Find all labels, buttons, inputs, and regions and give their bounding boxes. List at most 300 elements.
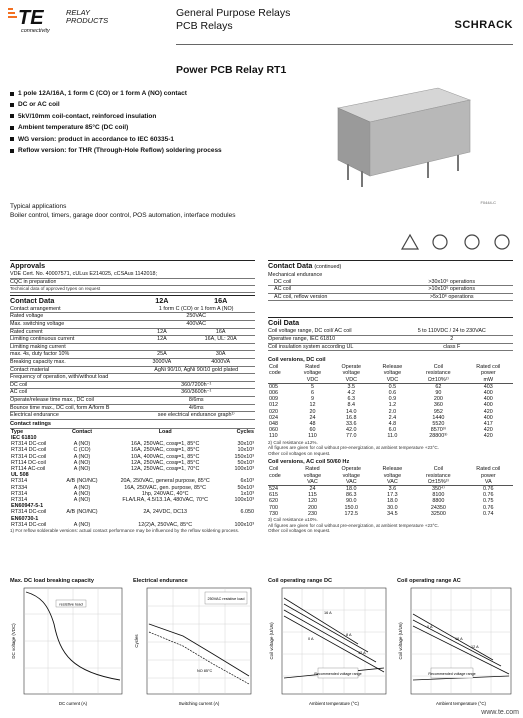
row-label: Coil voltage range, DC coil/ AC coil — [268, 328, 352, 335]
row-value: 250VAC — [186, 313, 207, 320]
coil-cell: 0.76 — [483, 485, 494, 492]
svg-text:Coil voltage (U/Un): Coil voltage (U/Un) — [398, 622, 403, 660]
row-label: Operate/release time max., DC coil — [10, 396, 94, 403]
svg-text:Coil voltage (U/Un): Coil voltage (U/Un) — [269, 622, 274, 660]
coil-note: 3) Coil resistance ±10%. — [268, 517, 318, 522]
feature-item: 1 pole 12A/16A, 1 form C (CO) or 1 form A (NO) contact — [10, 88, 310, 99]
coil-cell: 86.3 — [346, 492, 357, 499]
row-label: Contact material — [10, 366, 50, 373]
coil-row — [268, 485, 513, 492]
chart-coil-range-dc-plot — [268, 584, 390, 710]
row-value: class F — [443, 343, 461, 350]
coil-head-cell: Rated coil — [476, 466, 501, 473]
row-label: Limiting continuous current — [10, 336, 75, 343]
coil-cell: 90.0 — [346, 498, 357, 505]
svg-text:TE: TE — [18, 7, 44, 29]
ratings-row-cell: 50x10³ — [237, 459, 254, 466]
contact-data-row — [10, 351, 255, 359]
coil-head-cell: resistance — [426, 472, 451, 479]
ratings-row-cell: RT314 — [11, 490, 28, 497]
row-value: 2 — [450, 335, 454, 342]
coil-head-cell: Release — [382, 364, 403, 371]
coil-head-cell: voltage — [383, 472, 402, 479]
coil-head-cell: Coil — [433, 466, 443, 473]
row-label: Operative range, IEC 61810 — [268, 335, 336, 342]
ratings-row-cell: A (NO) — [73, 441, 91, 448]
te-logo-icon — [8, 4, 118, 34]
svg-text:F0444-C: F0444-C — [480, 200, 496, 205]
coil-cell: 417 — [483, 420, 493, 427]
ratings-row-cell: 6x10³ — [240, 478, 254, 485]
ratings-row-cell: RT314 DC-coil — [11, 509, 47, 516]
svg-text:12 A: 12 A — [471, 645, 479, 649]
te-logo — [8, 4, 118, 34]
row-label: AC coil, reflow version — [274, 293, 328, 300]
ratings-row-cell: 100x10³ — [234, 521, 254, 528]
coil-cell: 62 — [435, 383, 442, 390]
row-label: Rated voltage — [10, 313, 44, 320]
row-value: 360/3600h⁻¹ — [181, 389, 212, 396]
chart-dc-breaking — [10, 578, 125, 712]
chart-title: Electrical endurance — [133, 578, 188, 584]
coil-cell: 006 — [269, 389, 278, 396]
row-label: Rated current — [10, 328, 43, 335]
chart-dc-breaking-plot — [10, 584, 125, 710]
coil-cell: 400 — [483, 414, 493, 421]
row-label: Electrical endurance — [10, 412, 59, 419]
approvals-line: VDE Cert. No. 40007571, cULus E214025, cCSAus 1142018; — [10, 271, 255, 279]
ratings-row-cell: 100x10³ — [234, 465, 254, 472]
svg-text:8 A: 8 A — [346, 633, 352, 637]
coil-cell: 200 — [433, 396, 443, 403]
coil-head-cell: voltage — [342, 472, 360, 479]
ratings-row-cell: 30x10³ — [237, 441, 254, 448]
contact-data-row — [10, 336, 255, 344]
coil-head-cell: VAC — [372, 479, 413, 486]
coil-cell: 024 — [269, 414, 278, 421]
row-label: Bounce time max., DC coil, form A/form B — [10, 404, 110, 411]
feature-item: DC or AC coil — [10, 99, 310, 110]
left-column — [10, 258, 255, 534]
contact-data-row — [10, 374, 255, 382]
coil-cell: 1.2 — [388, 402, 397, 409]
feature-item: Reflow version: for THR (Through-Hole Reflow) soldering process — [10, 145, 310, 156]
ratings-row-cell: 20A, 250VAC, general purpose, 85°C — [120, 478, 210, 485]
coil-cell: 0.5 — [388, 383, 397, 390]
row-label: max. 4s, duty factor 10% — [10, 351, 70, 358]
doc-title — [176, 7, 290, 33]
row-label: AC coil — [10, 389, 28, 396]
row-label: Coil insulation system according UL — [268, 343, 354, 350]
svg-text:Recommended voltage range: Recommended voltage range — [428, 672, 476, 676]
coil-cell: 6 — [310, 389, 314, 396]
chart-title: Max. DC load breaking capacity — [10, 578, 94, 584]
coil-note: Other coil voltages on request. — [268, 528, 331, 534]
row-value-12a — [137, 374, 186, 381]
row-label: Max. switching voltage — [10, 320, 65, 327]
coil-cell: 8100 — [432, 492, 445, 499]
svg-text:0 A: 0 A — [427, 625, 433, 629]
coil-cell: 1440 — [432, 414, 445, 421]
coil-head-cell: VAC — [331, 479, 372, 486]
coil-cell: 4.8 — [388, 420, 397, 427]
row-label: Breaking capacity max. — [10, 358, 66, 365]
coil-head-cell: VDC — [294, 377, 331, 384]
applications-text: Boiler control, timers, garage door control, POS automation, interface modules — [10, 212, 236, 219]
coil-cell: 9 — [310, 396, 314, 403]
row-value-16a: 30A — [215, 351, 226, 358]
coil-cell: 420 — [483, 433, 493, 440]
contact-data-row — [10, 382, 255, 390]
contact-data-row — [10, 405, 255, 413]
coil-dc-table — [268, 364, 513, 439]
row-value-16a: 16A — [215, 328, 226, 335]
contact-data-row — [10, 306, 255, 314]
coil-cell: 3.5 — [347, 383, 356, 390]
mech-endurance-row — [268, 286, 513, 294]
coil-cell: 230 — [307, 510, 317, 517]
coil-ac-heading: Coil versions, AC coil 50/60 Hz — [268, 459, 350, 466]
coil-cell: 4.2 — [347, 389, 356, 396]
coil-cell: 115 — [308, 492, 317, 499]
ratings-row-cell: A (NO) — [73, 465, 91, 472]
ratings-row-cell: 50x10³ — [237, 484, 254, 491]
row-value-16a — [186, 344, 255, 351]
ratings-row-cell: FLA/LRA, 4.5/13.1A, 480VAC, 70°C — [122, 496, 209, 503]
coil-cell: 420 — [483, 427, 493, 434]
row-value: AgNi 90/10, AgNi 90/10 gold plated — [154, 366, 239, 373]
ratings-row-cell: 16A, 250VAC, cosφ=1, 85°C — [131, 441, 200, 448]
row-value: 400VAC — [186, 320, 207, 327]
ratings-row-cell: 12A, 250VAC, cosφ=1, 70°C — [131, 465, 200, 472]
coil-cell: 350⁴⁾ — [432, 485, 445, 492]
ratings-row-cell: A (NO) — [73, 453, 91, 460]
coil-cell: 620 — [269, 498, 278, 505]
product-title: Power PCB Relay RT1 — [176, 64, 287, 76]
coil-cell: 20 — [309, 408, 316, 415]
ratings-group-heading-cell: IEC 61810 — [11, 434, 37, 441]
ratings-row-cell: 16A, 250VAC, cosφ=1, 85°C — [131, 447, 200, 454]
relay-photo — [318, 80, 513, 208]
svg-text:connectivity: connectivity — [21, 28, 50, 34]
coil-dc-heading: Coil versions, DC coil — [268, 357, 326, 364]
coil-cell: 24 — [309, 414, 316, 421]
coil-data-heading: Coil Data — [268, 317, 513, 328]
coil-cell: 8800 — [432, 498, 445, 505]
contact-ratings-table — [10, 429, 255, 528]
coil-cell: 6.0 — [388, 427, 397, 434]
coil-head-cell: Operate — [341, 466, 362, 473]
coil-cell: 200 — [307, 504, 317, 511]
row-value: 360/7200h⁻¹ — [181, 381, 212, 388]
coil-cell: 42.0 — [346, 427, 357, 434]
coil-cell: 0.9 — [388, 396, 397, 403]
coil-cell: 34.5 — [387, 510, 398, 517]
coil-cell: 400 — [483, 389, 493, 396]
coil-head-row — [268, 377, 513, 384]
coil-cell: 5520 — [432, 420, 445, 427]
ratings-row-cell: A (NO) — [73, 521, 91, 528]
coil-ac-notes — [268, 517, 513, 534]
coil-head-cell: VDC — [331, 377, 372, 384]
row-label: Limiting making current — [10, 343, 66, 350]
coil-head-row — [268, 466, 513, 472]
contact-data-row — [10, 344, 255, 352]
ratings-row-cell: 2A, 24VDC, DC13 — [143, 509, 188, 516]
coil-note: All figures are given for coil without pre-energization, at ambient temperature +23°C. — [268, 445, 440, 451]
coil-head-cell: VDC — [372, 377, 413, 384]
coil-head-cell: voltage — [342, 370, 360, 377]
ratings-row-cell: 16A, 250VAC, gen. purpose, 85°C — [124, 484, 207, 491]
chart-title: Coil operating range AC — [397, 578, 461, 584]
coil-cell: 2.4 — [388, 414, 397, 421]
row-value-16a — [186, 374, 255, 381]
svg-text:Ambient temperature (°C): Ambient temperature (°C) — [308, 701, 360, 706]
svg-text:250VAC resistive load: 250VAC resistive load — [207, 597, 245, 601]
ratings-head-row-cell: Type — [11, 428, 24, 435]
chart-coil-range-dc — [268, 578, 390, 712]
row-value-16a: 4000VA — [211, 358, 231, 365]
row-label: AC coil — [274, 286, 292, 293]
ratings-row-cell: RT314 — [11, 496, 28, 503]
doc-title-line1: General Purpose Relays — [176, 7, 291, 19]
ratings-row-cell: A/B (NO/NC) — [66, 478, 98, 485]
row-value: >30x10⁶ operations — [428, 278, 476, 285]
contact-data-heading: Contact Data 12A 16A — [10, 295, 255, 306]
coil-cell: 18.0 — [387, 498, 398, 505]
coil-cell: 952 — [433, 408, 443, 415]
coil-head-cell: Release — [382, 466, 403, 473]
coil-note: Other coil voltages on request. — [268, 450, 331, 456]
coil-head-row — [268, 479, 513, 486]
ratings-row-cell: C (CO) — [73, 447, 91, 454]
coil-head-cell — [268, 377, 294, 384]
svg-text:Recommended voltage range: Recommended voltage range — [314, 672, 362, 676]
ratings-row-cell: RT334 — [11, 484, 28, 491]
approvals-line: CQC in preparation — [10, 279, 255, 287]
coil-cell: 5 — [310, 383, 314, 390]
ratings-footnote: 1) For reflow solderable versions: actual contact performance may be influenced by the reflow soldering process. — [10, 527, 240, 533]
coil-cell: 005 — [269, 383, 278, 390]
chart-coil-range-ac-plot — [397, 584, 515, 710]
chart-electrical-endurance — [133, 578, 255, 712]
cert-logos — [398, 232, 514, 252]
coil-head-cell: code — [269, 472, 281, 479]
contact-data-row — [10, 329, 255, 337]
ratings-row-cell: 10x10³ — [237, 447, 254, 454]
contact-data-rows — [10, 306, 255, 420]
coil-cell: 110 — [269, 433, 278, 440]
coil-cell: 3.6 — [388, 485, 397, 492]
coil-head-cell: Rated — [305, 364, 320, 371]
coil-cell: 33.6 — [346, 420, 357, 427]
row-value-12a: 25A — [157, 351, 167, 358]
ratings-row-cell: 12(2)A, 250VAC, 85°C — [138, 521, 193, 528]
ratings-row-cell: 150x10³ — [234, 453, 254, 460]
ratings-group-heading-cell: EN60947-5-1 — [11, 503, 44, 510]
coil-cell: 48 — [309, 420, 316, 427]
svg-text:NO 85°C: NO 85°C — [197, 669, 213, 673]
coil-head-cell: Rated — [305, 466, 320, 473]
coil-cell: 30.0 — [387, 504, 398, 511]
svg-text:16 A: 16 A — [455, 637, 463, 641]
ratings-row-cell: RT114 DC-coil — [11, 459, 46, 466]
coil-cell: 150.0 — [344, 504, 359, 511]
coil-note: 2) Coil resistance ±12%. — [268, 439, 318, 445]
coil-cell: 009 — [269, 396, 278, 403]
coil-head-cell: resistance — [426, 370, 451, 377]
contact-data-row — [10, 321, 255, 329]
coil-cell: 18.0 — [346, 485, 357, 492]
row-value-12a: 3000VA — [152, 358, 172, 365]
coil-cell: 730 — [269, 510, 278, 517]
coil-cell: 0.74 — [483, 510, 494, 517]
row-value: 1 form C (CO) or 1 form A (NO) — [158, 305, 234, 312]
contact-data-row — [10, 389, 255, 397]
approvals-note: Technical data of approved types on request — [10, 286, 255, 293]
coil-cell: 32500 — [430, 510, 446, 517]
row-label: DC coil — [10, 381, 28, 388]
ratings-head-row-cell: Contact — [71, 428, 93, 435]
contact-data-cont-heading: Contact Data (continued) — [268, 260, 513, 272]
coil-cell: 0.6 — [388, 389, 397, 396]
ratings-row-cell: RT314 DC-coil — [11, 447, 47, 454]
coil-cell: 90 — [435, 389, 442, 396]
coil-cell: 020 — [269, 408, 278, 415]
ratings-row-cell: A (NO) — [73, 496, 91, 503]
ratings-row-cell: A (NO) — [73, 490, 91, 497]
coil-head-cell — [268, 479, 294, 486]
coil-head-cell: Rated coil — [476, 364, 501, 371]
coil-cell: 615 — [269, 492, 278, 499]
coil-cell: 048 — [269, 420, 278, 427]
row-value-12a: 12A — [157, 328, 167, 335]
coil-cell: 172.5 — [344, 510, 359, 517]
ratings-row-cell: RT314 DC-coil — [11, 453, 47, 460]
ratings-row-cell: A (NO) — [73, 459, 91, 466]
coil-data-rows — [268, 328, 513, 351]
row-value-16a: 16A, UL: 20A — [204, 336, 237, 343]
coil-head-cell: Operate — [341, 364, 362, 371]
feature-item: 5kV/10mm coil-contact, reinforced insulation — [10, 111, 310, 122]
coil-ac-table — [268, 466, 513, 517]
header-rule — [176, 44, 513, 45]
coil-cell: 420 — [483, 408, 493, 415]
chart-electrical-endurance-plot — [133, 584, 255, 710]
coil-cell: 24 — [309, 485, 316, 492]
svg-text:0 A: 0 A — [308, 637, 314, 641]
coil-head-cell: Ω±15%³⁾ — [413, 479, 464, 486]
ratings-head-row-cell: Cycles — [236, 428, 254, 435]
ratings-group-heading-cell: EN60730-1 — [11, 515, 39, 522]
coil-cell: 60 — [309, 427, 316, 434]
brand-name: SCHRACK — [454, 19, 513, 31]
svg-text:Cycles: Cycles — [134, 634, 139, 648]
doc-title-line2: PCB Relays — [176, 20, 233, 32]
coil-cell: 8.4 — [347, 402, 356, 409]
coil-cell: 360 — [433, 402, 443, 409]
row-label: Frequency of operation, with/without load — [10, 374, 109, 381]
coil-cell: 120 — [307, 498, 317, 505]
ratings-row-cell: RT314 DC-coil — [11, 441, 47, 448]
feature-item: Ambient temperature 85°C (DC coil) — [10, 122, 310, 133]
coil-cell: 16.8 — [346, 414, 357, 421]
row-value: 5 to 110VDC / 24 to 230VAC — [417, 328, 486, 335]
row-label: Contact arrangement — [10, 305, 61, 312]
coil-cell: 0.76 — [483, 492, 494, 499]
svg-text:DC voltage (VDC): DC voltage (VDC) — [11, 623, 16, 659]
row-label: DC coil — [274, 278, 292, 285]
coil-data-row — [268, 344, 513, 352]
contact-data-row — [10, 412, 255, 420]
row-value-12a: 12A — [157, 336, 167, 343]
coil-dc-notes — [268, 440, 513, 457]
coil-row — [268, 383, 513, 390]
chart-coil-range-ac — [397, 578, 515, 712]
row-value: 8/6ms — [188, 396, 204, 403]
coil-cell: 524 — [269, 485, 278, 492]
svg-text:16 A: 16 A — [324, 611, 332, 615]
approval-marks-icon — [398, 232, 514, 252]
coil-head-cell: power — [480, 472, 496, 479]
coil-head-cell: Coil — [269, 466, 279, 473]
ratings-row-cell: RT114 AC-coil — [11, 465, 46, 472]
coil-cell: 28800³⁾ — [429, 433, 448, 440]
coil-head-cell: VA — [464, 479, 513, 486]
coil-data-row — [268, 336, 513, 344]
coil-head-cell: mW — [464, 377, 513, 384]
svg-text:RELAY: RELAY — [66, 8, 91, 17]
ratings-row-cell: 100x10³ — [234, 496, 254, 503]
coil-head-cell: voltage — [303, 370, 322, 377]
mech-endurance-row — [268, 294, 513, 302]
coil-cell: 11.0 — [387, 433, 398, 440]
relay-image — [318, 80, 513, 208]
coil-cell: 110 — [308, 433, 317, 440]
row-value: >5x10⁶ operations — [429, 293, 474, 300]
ratings-row-cell: RT314 DC-coil — [11, 521, 47, 528]
approvals-heading: Approvals — [10, 260, 255, 271]
coil-head-cell: VAC — [294, 479, 331, 486]
feature-list — [10, 88, 310, 156]
chart-title: Coil operating range DC — [268, 578, 333, 584]
ratings-row-cell: 6.050 — [240, 509, 254, 516]
ratings-row-cell: 12A, 250VAC, cosφ=1, 85°C — [131, 459, 200, 466]
contact-data-row — [10, 313, 255, 321]
coil-head-cell: voltage — [383, 370, 402, 377]
coil-cell: 2.0 — [388, 408, 397, 415]
row-value: 4/6ms — [188, 404, 204, 411]
coil-cell: 012 — [269, 402, 278, 409]
coil-cell: 060 — [269, 427, 278, 434]
coil-cell: 12 — [309, 402, 316, 409]
coil-cell: 24350 — [430, 504, 446, 511]
coil-note: All figures are given for coil without pre-energization, at ambient temperature +23°C. — [268, 522, 440, 528]
coil-cell: 14.0 — [346, 408, 357, 415]
ratings-row-cell: 1hp, 240VAC, 40°C — [141, 490, 189, 497]
coil-cell: 400 — [483, 396, 493, 403]
contact-data-row — [10, 367, 255, 375]
coil-cell: 0.76 — [483, 504, 494, 511]
row-value-12a — [137, 344, 186, 351]
row-value: see electrical endurance graph¹⁾ — [157, 412, 235, 419]
coil-cell: 0.75 — [483, 498, 494, 505]
svg-text:resistive load: resistive load — [59, 601, 83, 607]
coil-cell: 6.3 — [347, 396, 356, 403]
ratings-row-cell: 1x10³ — [240, 490, 254, 497]
ratings-row-cell: 10A, 400VAC, cosφ=1, 85°C — [131, 453, 200, 460]
coil-cell: 400 — [483, 402, 493, 409]
